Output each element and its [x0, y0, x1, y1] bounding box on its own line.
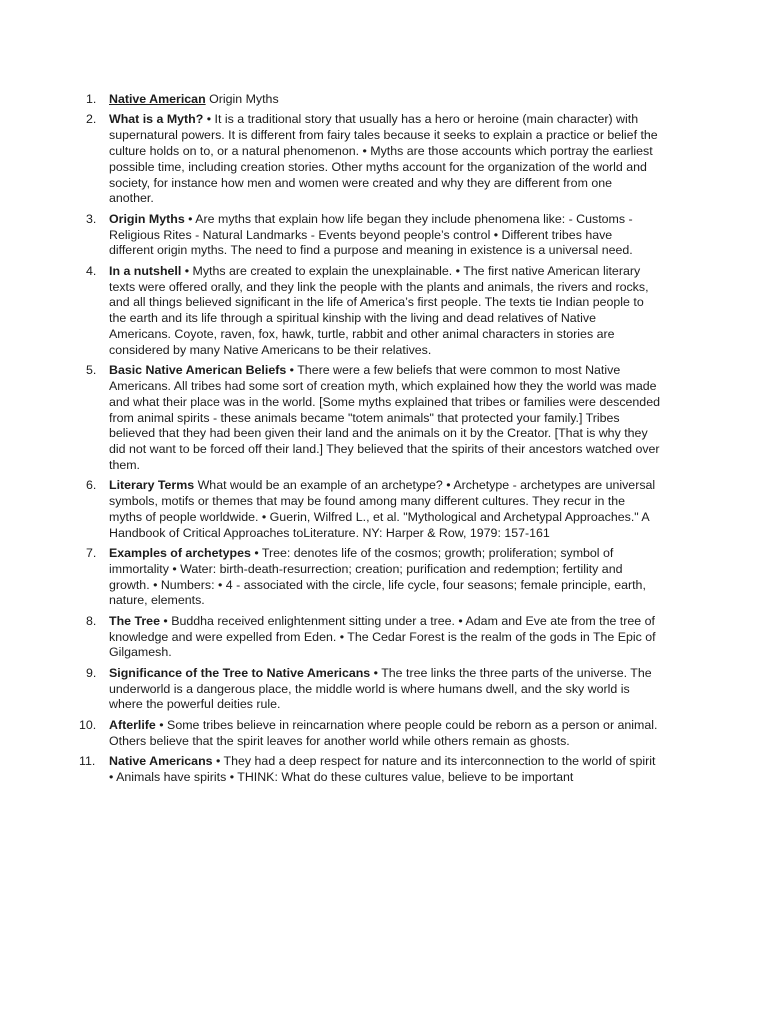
list-item-1 [70, 92, 660, 108]
numbered-outline [70, 92, 660, 790]
item-number: 10. [79, 717, 97, 732]
list-item-6 [70, 478, 660, 541]
item-title: Examples of archetypes [109, 546, 251, 561]
item-text: • Myths are created to explain the unexplainable. • The first native American literary texts were offered orally, and they link the people with the plants and animals, the rivers and rocks, and all things believed significant in the life of America’s first people. The texts tie Indian people to the earth and its life through a spiritual kinship with the living and dead relatives of Native Americans. Coyote, raven, fox, hawk, turtle, rabbit and other animal characters in stories are considered by many Native Americans to be their relatives. [109, 263, 649, 357]
item-text: • It is a traditional story that usually has a hero or heroine (main character) with supernatural powers. It is different from fairy tales because it seeks to explain a practice or belief the culture holds on to, or a natural phenomenon. • Myths are those accounts which portray the earliest possible time, including creation stories. Other myths account for the organization of the world and society, for instance how men and women were created and why they are different from one another. [109, 112, 658, 206]
list-item-4 [70, 264, 660, 359]
item-title: Native American [109, 92, 206, 106]
item-content [109, 546, 660, 609]
list-item-7 [70, 546, 660, 609]
item-title: Afterlife [109, 717, 156, 732]
item-number: 1. [86, 92, 97, 106]
item-text: • Buddha received enlightenment sitting under a tree. • Adam and Eve ate from the tree of knowledge and were expelled from Eden. • The Cedar Forest is the realm of the gods in The Epic of Gilgamesh. [109, 613, 656, 660]
list-item-8 [70, 614, 660, 661]
list-item-5 [70, 363, 660, 474]
list-item-9 [70, 666, 660, 713]
list-item-2 [70, 112, 660, 207]
item-number: 4. [86, 263, 97, 278]
item-number: 9. [86, 665, 97, 680]
item-number: 5. [86, 363, 97, 378]
item-text: Origin Myths [205, 92, 279, 106]
item-title: Basic Native American Beliefs [109, 363, 287, 378]
item-number: 6. [86, 478, 97, 493]
item-content [109, 212, 660, 259]
item-title: Native Americans [109, 754, 213, 769]
item-content [109, 478, 660, 541]
item-number: 7. [86, 546, 97, 561]
item-number: 3. [86, 211, 97, 226]
item-title: In a nutshell [109, 263, 182, 278]
item-content [109, 754, 660, 786]
item-text: • The tree links the three parts of the universe. The underworld is a dangerous place, the middle world is where humans dwell, and the sky world is where the powerful deities rule. [109, 665, 652, 712]
item-text: • Are myths that explain how life began they include phenomena like: - Customs - Religious Rites - Natural Landmarks - Events beyond people’s control • Different tribes have different origin myths. The need to find a purpose and meaning in existence is a universal need. [109, 211, 633, 258]
item-title: Significance of the Tree to Native Americans [109, 665, 371, 680]
item-title: Origin Myths [109, 211, 185, 226]
item-number: 8. [86, 613, 97, 628]
item-number: 2. [86, 112, 97, 127]
list-item-11 [70, 754, 660, 786]
item-title: Literary Terms [109, 478, 195, 493]
item-content [109, 666, 660, 713]
item-content [109, 718, 660, 750]
item-title: What is a Myth? [109, 112, 204, 127]
list-item-3 [70, 212, 660, 259]
item-text: What would be an example of an archetype? • Archetype - archetypes are universal symbols, motifs or themes that may be found among many different cultures. They recur in the myths of people worldwide. • Guerin, Wilfred L., et al. "Mythological and Archetypal Approaches." A Handbook of Critical Approaches toLiterature. NY: Harper & Row, 1979: 157-161 [109, 478, 656, 540]
item-content [109, 614, 660, 661]
item-text: • Some tribes believe in reincarnation where people could be reborn as a person or animal. Others believe that the spirit leaves for another world while others remain as ghosts. [109, 717, 658, 748]
item-text: • There were a few beliefs that were common to most Native Americans. All tribes had some sort of creation myth, which explained how they the world was made and what their place was in the world. [Some myths explained that tribes or families were descended from animal spirits - these animals became "totem animals" that protected your family.] Tribes believed that they had been given their land and the animals on it by the Creator. [That is why they did not want to be forced off their land.] They believed that the spirits of their ancestors watched over them. [109, 363, 660, 472]
item-title: The Tree [109, 613, 160, 628]
item-content [109, 112, 660, 207]
item-number: 11. [79, 754, 96, 769]
list-item-10 [70, 718, 660, 750]
item-content [109, 92, 660, 108]
item-text: • They had a deep respect for nature and its interconnection to the world of spirit • Animals have spirits • THINK: What do these cultures value, believe to be important [109, 754, 656, 784]
item-content [109, 363, 660, 474]
item-text: • Tree: denotes life of the cosmos; growth; proliferation; symbol of immortality • Water: birth-death-resurrection; creation; purification and redemption; fertility and growth. • Numbers: • 4 - associated with the circle, life cycle, four seasons; female principle, earth, nature, elements. [109, 546, 646, 608]
item-content [109, 264, 660, 359]
